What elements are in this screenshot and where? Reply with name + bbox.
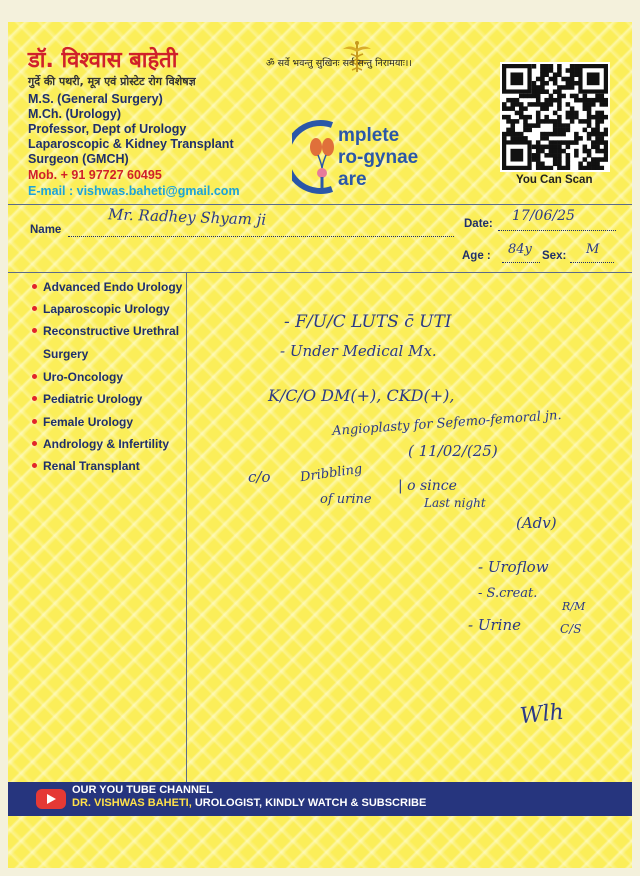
- age-label: Age :: [462, 250, 491, 262]
- note-line: - Under Medical Mx.: [280, 342, 437, 360]
- name-dotted-line: [68, 236, 454, 237]
- service-item-continued: Surgery: [43, 347, 89, 361]
- email-address: E-mail : vishwas.baheti@gmail.com: [28, 184, 240, 198]
- qualification-line: Laparoscopic & Kidney Transplant: [28, 137, 234, 151]
- date-dotted-line: [498, 230, 616, 231]
- prescription-sheet: [8, 22, 632, 868]
- note-line: - Uroflow: [478, 558, 549, 576]
- channel-doctor-name: DR. VISHWAS BAHETI,: [72, 797, 192, 809]
- qr-caption: You Can Scan: [516, 174, 593, 186]
- sex-dotted-line: [570, 262, 614, 263]
- age-dotted-line: [502, 262, 540, 263]
- column-divider: [186, 272, 187, 782]
- service-item: Pediatric Urology: [32, 392, 142, 406]
- bullet-icon: [32, 463, 37, 468]
- name-label: Name: [30, 224, 62, 236]
- note-line: - Urine: [468, 616, 521, 634]
- doctor-name: डॉ. विश्वास बाहेती: [28, 48, 178, 73]
- bullet-icon: [32, 419, 37, 424]
- qualification-line: M.Ch. (Urology): [28, 107, 122, 121]
- channel-subscribe-text: UROLOGIST, KINDLY WATCH & SUBSCRIBE: [191, 797, 427, 809]
- service-item: Andrology & Infertility: [32, 437, 169, 451]
- service-item: Reconstructive Urethral: [32, 324, 179, 338]
- note-line: - F/U/C LUTS c̄ UTI: [284, 312, 452, 332]
- service-item: Laparoscopic Urology: [32, 302, 170, 316]
- header-divider: [8, 204, 632, 205]
- note-line: Angioplasty for Sefemo-femoral jn.: [331, 408, 563, 439]
- logo-line-1: mplete: [338, 125, 400, 146]
- date-value: 17/06/25: [512, 208, 575, 224]
- youtube-channel-text: [72, 797, 426, 809]
- note-line: ( 11/02/(25): [408, 442, 498, 460]
- qualification-line: Professor, Dept of Urology: [28, 122, 187, 136]
- logo-line-3: are: [338, 169, 367, 190]
- specialty-hindi: गुर्दे की पथरी, मूत्र एवं प्रोस्टेट रोग विशेषज्ञ: [28, 75, 196, 88]
- sex-label: Sex:: [542, 250, 567, 262]
- service-item: Renal Transplant: [32, 459, 140, 473]
- logo-line-2: ro-gynae: [338, 147, 419, 168]
- qualification-line: Surgeon (GMCH): [28, 152, 129, 166]
- patient-divider: [8, 272, 632, 273]
- note-line: K/C/O DM(+), CKD(+),: [268, 386, 455, 405]
- bullet-icon: [32, 306, 37, 311]
- doctor-signature: Wlh: [518, 699, 566, 730]
- note-line: R/M: [562, 600, 586, 613]
- note-line: (Adv): [516, 514, 557, 532]
- bullet-icon: [32, 441, 37, 446]
- age-value: 84y: [508, 242, 532, 257]
- mobile-number: Mob. + 91 97727 60495: [28, 168, 162, 182]
- youtube-channel-label: OUR YOU TUBE CHANNEL: [72, 784, 213, 796]
- note-line: C/S: [560, 622, 582, 636]
- note-line: | o since: [398, 478, 457, 494]
- youtube-icon[interactable]: [36, 789, 66, 809]
- bullet-icon: [32, 284, 37, 289]
- note-line: c/o: [248, 468, 271, 486]
- note-line: - S.creat.: [478, 586, 538, 601]
- sex-value: M: [586, 242, 600, 257]
- patient-name-value: Mr. Radhey Shyam ji: [107, 205, 267, 229]
- service-item: Female Urology: [32, 415, 133, 429]
- bullet-icon: [32, 328, 37, 333]
- service-item: Uro-Oncology: [32, 370, 123, 384]
- sanskrit-mantra: ॐ सर्वे भवन्तु सुखिनः सर्व सन्तु निरामयाः।।: [266, 58, 412, 69]
- note-line: Dribbling: [299, 461, 364, 486]
- qualification-line: M.S. (General Surgery): [28, 92, 163, 106]
- bullet-icon: [32, 374, 37, 379]
- note-line: of urine: [320, 492, 372, 507]
- note-line: Last night: [424, 496, 486, 510]
- qr-code[interactable]: [500, 62, 610, 172]
- service-item: Advanced Endo Urology: [32, 280, 182, 294]
- bullet-icon: [32, 396, 37, 401]
- date-label: Date:: [464, 218, 493, 230]
